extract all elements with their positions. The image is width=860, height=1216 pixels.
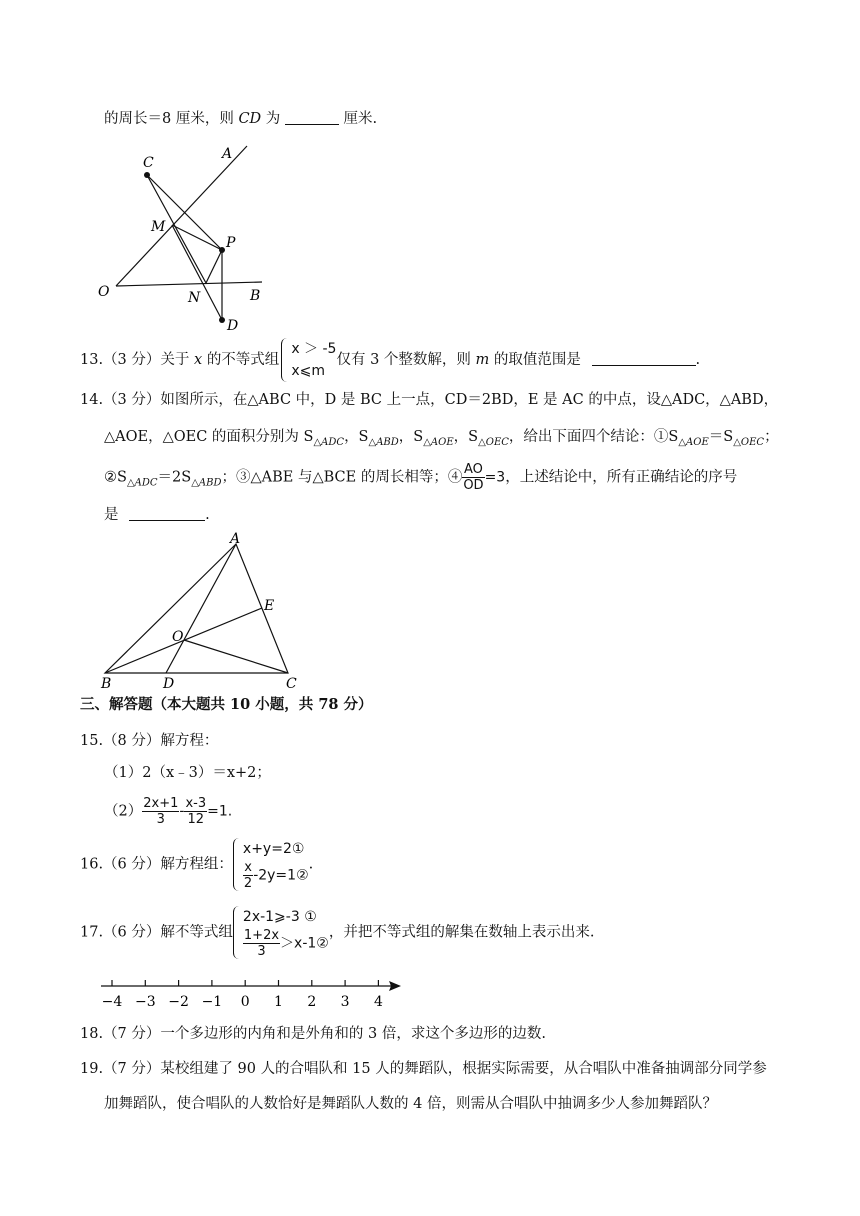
- label-a: A: [222, 146, 233, 162]
- q12-text-post: 厘米.: [343, 111, 378, 127]
- q14-text-2a: △AOE，△OEC 的面积分别为 S: [104, 429, 314, 445]
- label-p: P: [226, 235, 236, 251]
- q14-text-3b: ＝2S: [157, 469, 192, 486]
- ray-ob: [116, 282, 262, 286]
- q14-sub-abd: △ABD: [368, 437, 399, 448]
- tick-label: −3: [134, 994, 156, 1010]
- q14-text-eq: ＝S: [708, 429, 734, 445]
- q14-line-1: [80, 389, 778, 411]
- q12-var: CD: [238, 111, 262, 127]
- q13-answer-blank: [592, 351, 696, 366]
- segment-be: [105, 608, 262, 673]
- frac-num-ao: AO: [464, 462, 483, 477]
- q14-text-3a: ②S: [104, 469, 127, 486]
- q17-row2: [243, 928, 329, 959]
- q16-row2: [243, 860, 309, 891]
- q14-text-1: 14.（3 分）如图所示，在△ABC 中，D 是 BC 上一点，CD＝2BD，E 是 AC 的中点，设△ADC，△ABD，: [80, 392, 779, 408]
- label-c: C: [286, 676, 297, 690]
- q14-line-2: △AOE，△OEC 的面积分别为 $S_{\triangle ADC}$，$S_{\triangle ABD}$，$S_{\triangle AOE}$，$S_{\triangle OEC}$，给出下面四个结论：$①S_{\triangle AOE}=S_{\triangle OEC}$；: [104, 429, 779, 448]
- tick-label: −1: [201, 994, 223, 1010]
- tick-label: 2: [307, 994, 317, 1010]
- label-o: O: [172, 629, 184, 645]
- label-e: E: [264, 598, 275, 614]
- q17-row1: 2x-1⩾-3 ①: [242, 909, 317, 925]
- q13-ineq-row2: x⩽m: [291, 363, 325, 379]
- q12-figure: [95, 140, 275, 335]
- q16-title: 16.（6 分）解方程组：: [80, 856, 233, 873]
- q12-tail-line: [104, 108, 377, 130]
- q14-fraction: [462, 462, 484, 493]
- q14-sub-s4: △ABD: [191, 477, 222, 489]
- label-c: C: [143, 155, 154, 171]
- label-b: B: [101, 676, 112, 690]
- q15-p2-end: =1.: [207, 803, 233, 820]
- frac-den-od: OD: [463, 478, 484, 493]
- q17-line: [80, 906, 594, 959]
- q15-fraction-1: [142, 796, 179, 827]
- q13-text-after: 仅有 3 个整数解，则: [336, 352, 471, 368]
- tick-label: 0: [240, 994, 250, 1010]
- q19-line-1: 19.（7 分）某校组建了 90 人的合唱队和 15 人的舞蹈队，根据实际需要，从合唱队中准备抽调部分同学参: [80, 1061, 767, 1077]
- q14-sub-adc: △ADC: [313, 437, 345, 448]
- q12-text-mid: 为: [265, 111, 281, 127]
- q12-text: 的周长＝8 厘米，则: [104, 111, 234, 127]
- f1-num: 2x+1: [143, 796, 179, 811]
- q17-frac-num: 1+2x: [243, 928, 280, 943]
- q14-sub-aoe: △AOE: [423, 437, 454, 448]
- q13-inequality-system: [281, 338, 336, 382]
- q17-inequality-system: [233, 906, 329, 959]
- q16-row2-rest: -2y=1②: [253, 867, 309, 884]
- ray-oa: [116, 146, 247, 286]
- q14-answer-blank: [129, 506, 205, 521]
- q13-text: 的不等式组: [206, 352, 280, 368]
- label-d: D: [163, 676, 175, 690]
- q14-sub-oec: △OEC: [478, 437, 509, 448]
- segment-mp: [172, 225, 222, 250]
- number-line: [95, 976, 415, 1016]
- q14-sub-s1: △AOE: [678, 437, 709, 448]
- q14-line-4: [104, 504, 210, 526]
- q14-figure: [100, 528, 300, 690]
- q16-end: .: [308, 856, 314, 873]
- q19-line-2: 加舞蹈队，使合唱队的人数恰好是舞蹈队人数的 4 倍，则需从合唱队中抽调多少人参加舞蹈队？: [104, 1096, 717, 1112]
- label-d: D: [227, 318, 239, 334]
- q13-text-after2: 的取值范围是: [493, 352, 581, 368]
- q15-part1: （1）2（x﹣3）＝x+2；: [104, 765, 271, 781]
- tick-label: −4: [101, 994, 123, 1010]
- q16-line: [80, 838, 313, 891]
- q16-row1: x+y=2①: [242, 841, 305, 857]
- q17-frac-den: 3: [257, 944, 266, 959]
- label-n: N: [188, 290, 201, 306]
- q17-fraction: [243, 928, 280, 959]
- q14-sub-s3: △ADC: [126, 477, 158, 489]
- q14-line-3: [104, 462, 737, 495]
- point-c: [144, 172, 150, 178]
- q14-end: .: [205, 507, 210, 523]
- tick-label: 3: [340, 994, 350, 1010]
- f1-den: 3: [156, 812, 165, 827]
- tick-label: 1: [274, 994, 283, 1010]
- label-o: O: [98, 284, 110, 300]
- tick-label: 4: [373, 994, 383, 1010]
- q17-end: ，并把不等式组的解集在数轴上表示出来.: [328, 924, 595, 941]
- q18-line: 18.（7 分）一个多边形的内角和是外角和的 3 倍，求这个多边形的边数.: [80, 1026, 546, 1042]
- q17-row2-rest: ＞x-1②: [280, 935, 329, 952]
- q15-minus: -: [179, 803, 185, 820]
- segment-oc: [184, 640, 288, 673]
- q14-text-4a: 是: [104, 507, 119, 523]
- q13-var-x: x: [194, 352, 203, 368]
- q13-var-m: m: [475, 352, 490, 368]
- label-a: A: [230, 531, 241, 547]
- q15-part2: [104, 796, 232, 827]
- q15-fraction-2: [184, 796, 207, 827]
- q13-number: 13.（3 分）关于: [80, 352, 190, 368]
- f2-den: 12: [187, 812, 205, 827]
- label-b: B: [250, 288, 261, 304]
- q14-text-3d: ，上述结论中，所有正确结论的序号: [505, 469, 738, 486]
- q14-text-3c: ；③△ABE 与△BCE 的周长相等；④: [221, 469, 463, 486]
- section-heading: 三、解答题（本大题共 10 小题，共 78 分）: [80, 696, 373, 713]
- q16-frac-den: 2: [243, 876, 253, 891]
- q14-semicolon: ；: [764, 429, 779, 445]
- q16-equation-system: [233, 838, 309, 891]
- q13-ineq-row1: x ＞ -5: [291, 341, 337, 357]
- q14-sub-s2: △OEC: [733, 437, 765, 448]
- q14-frac-eq: =3: [484, 469, 506, 486]
- tick-label: −2: [168, 994, 189, 1010]
- q13-end: .: [695, 352, 701, 368]
- q16-fraction: [243, 860, 253, 891]
- segment-cp: [147, 175, 222, 250]
- q12-answer-blank: [285, 110, 339, 125]
- q14-text-2b: ，给出下面四个结论：①S: [508, 429, 679, 445]
- q15-title: 15.（8 分）解方程：: [80, 733, 219, 749]
- q16-frac-num: x: [244, 860, 252, 875]
- point-p: [219, 247, 225, 253]
- q13-line: [80, 338, 700, 382]
- point-d: [219, 317, 225, 323]
- segment-np: [206, 250, 222, 283]
- f2-num: x-3: [185, 796, 207, 811]
- q15-p2-label: （2）: [104, 803, 143, 820]
- q17-title: 17.（6 分）解不等式组: [80, 924, 233, 941]
- label-m: M: [151, 219, 166, 235]
